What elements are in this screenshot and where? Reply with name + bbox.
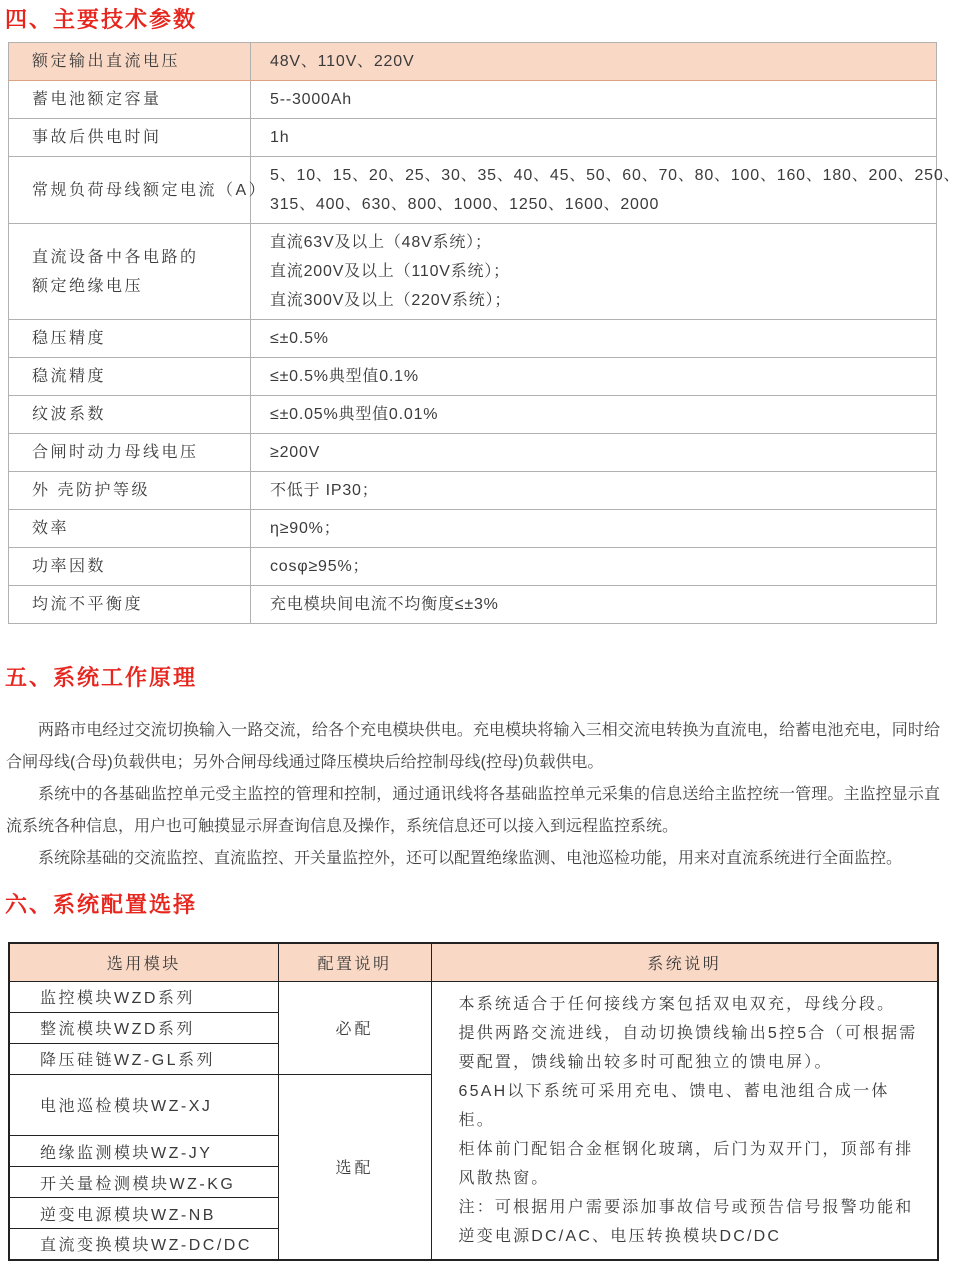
principle-paragraph: 两路市电经过交流切换输入一路交流，给各个充电模块供电。充电模块将输入三相交流电转换为直流电，给蓄电池充电，同时给合闸母线(合母)负载供电；另外合闸母线通过降压模块后给控制母线(控母)负载供电。 [6, 722, 940, 771]
param-label-cell [9, 119, 251, 157]
param-value-line: ≤±0.5% [270, 330, 329, 347]
param-label-line: 效率 [32, 520, 70, 537]
param-label-cell [9, 320, 251, 358]
module-name-cell: 逆变电源模块WZ-NB [9, 1198, 278, 1229]
param-label-line: 额定绝缘电压 [32, 277, 144, 295]
param-label-line: 额定输出直流电压 [32, 53, 181, 70]
system-note-line: 提供两路交流进线，自动切换馈线输出5控5合（可根据需要配置，馈线输出较多时可配独立的馈电屏）。 [458, 1024, 918, 1071]
section-title-tech-params: 四、主要技术参数 [5, 7, 198, 32]
param-label-cell [9, 472, 251, 510]
config-table-header-module: 选用模块 [9, 943, 278, 981]
param-label-cell [9, 81, 251, 119]
param-label-cell [9, 358, 251, 396]
param-value-cell [251, 548, 937, 586]
param-value-line: 直流63V及以上（48V系统）； [270, 234, 492, 251]
module-name-cell: 直流变换模块WZ-DC/DC [9, 1229, 278, 1260]
param-label-line: 蓄电池额定容量 [32, 91, 162, 108]
param-label-cell [9, 43, 251, 81]
param-label-cell [9, 586, 251, 624]
system-note-line: 注：可根据用户需要添加事故信号或预告信号报警功能和逆变电源DC/AC、电压转换模块DC/DC [458, 1198, 914, 1245]
system-notes-cell [431, 981, 938, 1260]
param-label-line: 稳流精度 [32, 368, 107, 385]
table-row [9, 157, 937, 224]
param-value-cell [251, 472, 937, 510]
module-name-cell: 降压硅链WZ-GL系列 [9, 1043, 278, 1074]
param-value-line: ≥200V [270, 444, 321, 461]
param-value-cell [251, 396, 937, 434]
module-name-cell: 绝缘监测模块WZ-JY [9, 1136, 278, 1167]
param-label-line: 纹波系数 [32, 406, 107, 423]
config-table-header-system: 系统说明 [431, 943, 938, 981]
config-requirement-cell: 选配 [278, 1074, 431, 1260]
config-table-header-config: 配置说明 [278, 943, 431, 981]
param-label-cell [9, 157, 268, 224]
param-value-line: 直流200V及以上（110V系统）； [270, 263, 510, 280]
param-value-line: 5--3000Ah [270, 91, 352, 108]
module-name-cell: 监控模块WZD系列 [9, 981, 278, 1012]
param-value-cell [251, 434, 937, 472]
param-label-line: 功率因数 [32, 558, 107, 575]
principle-paragraph: 系统中的各基础监控单元受主监控的管理和控制，通过通讯线将各基础监控单元采集的信息送给主监控统一管理。主监控显示直流系统各种信息，用户也可触摸显示屏查询信息及操作，系统信息还可以接入到远程监控系统。 [6, 786, 940, 835]
config-requirement-cell: 必配 [278, 981, 431, 1074]
param-value-line: 315、400、630、800、1000、1250、1600、2000 [270, 196, 660, 213]
system-note-line: 本系统适合于任何接线方案包括双电双充，母线分段。 [458, 995, 896, 1013]
system-note-line: 柜体前门配铝合金框钢化玻璃，后门为双开门，顶部有排风散热窗。 [458, 1140, 914, 1187]
param-label-cell [9, 396, 251, 434]
param-label-line: 稳压精度 [32, 330, 107, 347]
param-label-line: 均流不平衡度 [32, 596, 144, 613]
param-value-line: cosφ≥95%； [270, 558, 370, 575]
principle-paragraphs [0, 715, 945, 875]
table-row [9, 81, 937, 119]
param-value-line: ≤±0.5%典型值0.1% [270, 368, 419, 385]
param-value-cell [251, 358, 937, 396]
param-label-cell [9, 434, 251, 472]
table-row [9, 472, 937, 510]
param-value-line: 充电模块间电流不均衡度≤±3% [270, 596, 499, 613]
param-label-line: 外 壳防护等级 [32, 482, 150, 499]
table-row [9, 320, 937, 358]
param-value-line: 48V、110V、220V [270, 53, 415, 70]
table-row [9, 548, 937, 586]
param-value-line: 直流300V及以上（220V系统）； [270, 292, 512, 309]
table-row [9, 224, 937, 320]
param-value-cell [251, 119, 937, 157]
param-label-line: 直流设备中各电路的 [32, 248, 199, 266]
system-note-line: 65AH以下系统可采用充电、馈电、蓄电池组合成一体柜。 [458, 1082, 890, 1129]
module-name-cell: 整流模块WZD系列 [9, 1012, 278, 1043]
tech-params-table [8, 42, 960, 624]
param-value-line: ≤±0.05%典型值0.01% [270, 406, 439, 423]
param-value-cell [251, 81, 937, 119]
param-value-cell [251, 157, 960, 224]
principle-paragraph: 系统除基础的交流监控、直流监控、开关量监控外，还可以配置绝缘监测、电池巡检功能，用来对直流系统进行全面监控。 [38, 850, 903, 867]
param-value-cell [251, 320, 937, 358]
module-name-cell: 电池巡检模块WZ-XJ [9, 1074, 278, 1136]
param-label-line: 合闸时动力母线电压 [32, 444, 199, 461]
config-table-header-row [9, 943, 938, 981]
table-row [9, 396, 937, 434]
table-row [9, 358, 937, 396]
param-label-line: 常规负荷母线额定电流（A） [32, 181, 268, 199]
section-title-working-principle: 五、系统工作原理 [5, 665, 198, 690]
param-value-line: 1h [270, 129, 290, 146]
table-row [9, 43, 937, 81]
table-row [9, 119, 937, 157]
param-label-line: 事故后供电时间 [32, 129, 162, 146]
module-name-cell: 开关量检测模块WZ-KG [9, 1167, 278, 1198]
param-value-cell [251, 224, 937, 320]
table-row [9, 510, 937, 548]
table-row [9, 586, 937, 624]
table-row [9, 434, 937, 472]
param-value-line: 不低于 IP30； [270, 482, 379, 499]
config-table [8, 942, 939, 1261]
param-value-cell [251, 43, 937, 81]
param-label-cell [9, 510, 251, 548]
param-label-cell [9, 548, 251, 586]
param-label-cell [9, 224, 251, 320]
param-value-cell [251, 586, 937, 624]
param-value-line: η≥90%； [270, 520, 341, 537]
param-value-cell [251, 510, 937, 548]
table-row [9, 981, 938, 1012]
section-title-config-selection: 六、系统配置选择 [5, 892, 198, 917]
param-value-line: 5、10、15、20、25、30、35、40、45、50、60、70、80、100、160、180、200、250、 [270, 167, 960, 184]
